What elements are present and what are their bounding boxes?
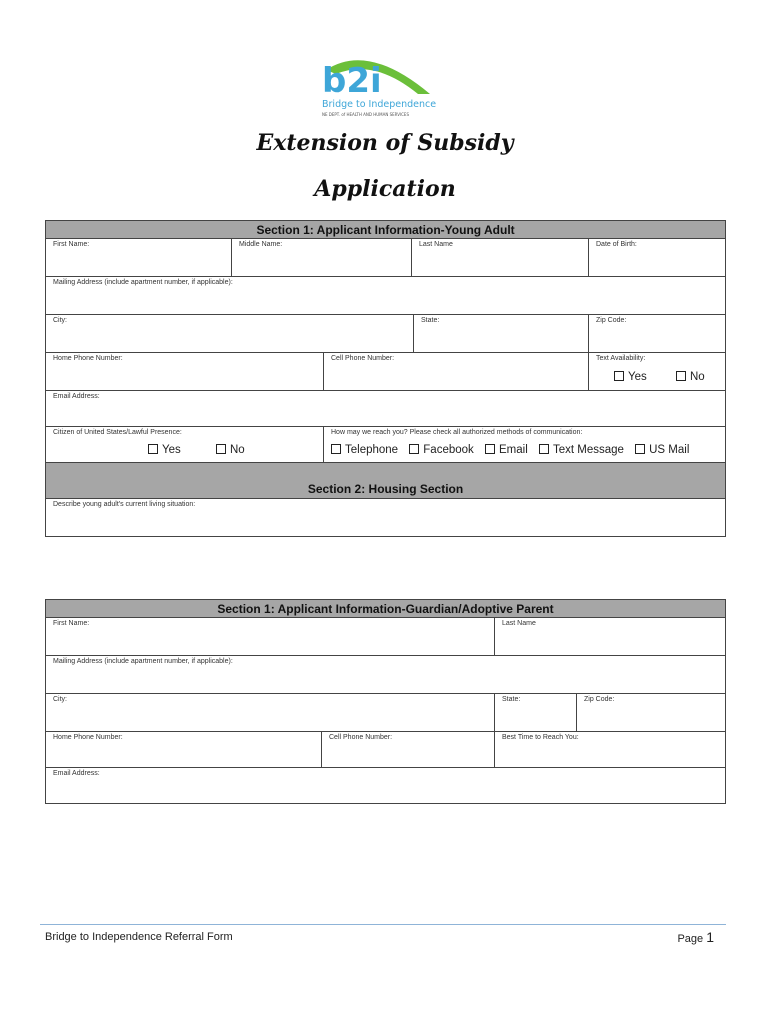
- checkbox-icon[interactable]: [331, 444, 341, 454]
- footer-form-name: Bridge to Independence Referral Form: [45, 931, 233, 943]
- contact-methods-field: How may we reach you? Please check all authorized methods of communication: Telephone Facebook Email Text Message US Mail: [324, 427, 726, 463]
- method-email-option[interactable]: Email: [485, 444, 528, 456]
- checkbox-icon[interactable]: [676, 371, 686, 381]
- checkbox-icon[interactable]: [409, 444, 419, 454]
- footer-page: [677, 929, 714, 945]
- state-field[interactable]: State:: [414, 315, 589, 353]
- text-availability-field: Text Availability: Yes No: [589, 353, 726, 391]
- date-of-birth-field[interactable]: Date of Birth:: [589, 239, 726, 277]
- city-field[interactable]: City:: [46, 315, 414, 353]
- method-telephone-option[interactable]: Telephone: [331, 444, 398, 456]
- method-text-message-option[interactable]: Text Message: [539, 444, 624, 456]
- logo-name: Bridge to Independence: [322, 99, 437, 110]
- first-name-field[interactable]: First Name:: [46, 239, 232, 277]
- citizen-field: Citizen of United States/Lawful Presence: Yes No: [46, 427, 324, 463]
- young-adult-section: [45, 220, 726, 537]
- middle-name-field[interactable]: Middle Name:: [232, 239, 412, 277]
- guardian-cell-phone-field[interactable]: Cell Phone Number:: [322, 732, 495, 768]
- mailing-address-field[interactable]: Mailing Address (include apartment number, if applicable):: [46, 277, 726, 315]
- section1-header: Section 1: Applicant Information-Young Adult: [46, 221, 726, 239]
- section2-header: Section 2: Housing Section: [46, 463, 726, 499]
- last-name-field[interactable]: Last Name: [412, 239, 589, 277]
- footer-divider: [40, 924, 726, 925]
- guardian-city-field[interactable]: City:: [46, 694, 495, 732]
- guardian-first-name-field[interactable]: First Name:: [46, 618, 495, 656]
- text-yes-option[interactable]: Yes: [614, 371, 647, 383]
- b2i-logo: [318, 48, 438, 120]
- document-title: Extension of Subsidy: [256, 130, 514, 156]
- checkbox-icon[interactable]: [216, 444, 226, 454]
- method-us-mail-option[interactable]: US Mail: [635, 444, 689, 456]
- checkbox-icon[interactable]: [614, 371, 624, 381]
- page-label: Page: [677, 933, 704, 945]
- guardian-zip-code-field[interactable]: Zip Code:: [577, 694, 726, 732]
- guardian-mailing-address-field[interactable]: Mailing Address (include apartment number, if applicable):: [46, 656, 726, 694]
- text-no-option[interactable]: No: [676, 371, 705, 383]
- checkbox-icon[interactable]: [539, 444, 549, 454]
- logo-agency: NE DEPT. of HEALTH AND HUMAN SERVICES: [322, 112, 409, 117]
- zip-code-field[interactable]: Zip Code:: [589, 315, 726, 353]
- guardian-best-time-field[interactable]: Best Time to Reach You:: [495, 732, 726, 768]
- document-subtitle: Application: [314, 176, 456, 202]
- checkbox-icon[interactable]: [485, 444, 495, 454]
- guardian-home-phone-field[interactable]: Home Phone Number:: [46, 732, 322, 768]
- checkbox-icon[interactable]: [148, 444, 158, 454]
- method-facebook-option[interactable]: Facebook: [409, 444, 474, 456]
- checkbox-icon[interactable]: [635, 444, 645, 454]
- guardian-state-field[interactable]: State:: [495, 694, 577, 732]
- cell-phone-field[interactable]: Cell Phone Number:: [324, 353, 589, 391]
- page-number: 1: [706, 929, 714, 945]
- guardian-section: [45, 599, 726, 804]
- email-address-field[interactable]: Email Address:: [46, 391, 726, 427]
- logo-mark: b2i: [322, 61, 382, 101]
- citizen-no-option[interactable]: No: [216, 444, 245, 456]
- guardian-email-address-field[interactable]: Email Address:: [46, 768, 726, 804]
- guardian-last-name-field[interactable]: Last Name: [495, 618, 726, 656]
- section3-header: Section 1: Applicant Information-Guardian/Adoptive Parent: [46, 600, 726, 618]
- living-situation-field[interactable]: Describe young adult's current living situation:: [46, 499, 726, 537]
- citizen-yes-option[interactable]: Yes: [148, 444, 181, 456]
- home-phone-field[interactable]: Home Phone Number:: [46, 353, 324, 391]
